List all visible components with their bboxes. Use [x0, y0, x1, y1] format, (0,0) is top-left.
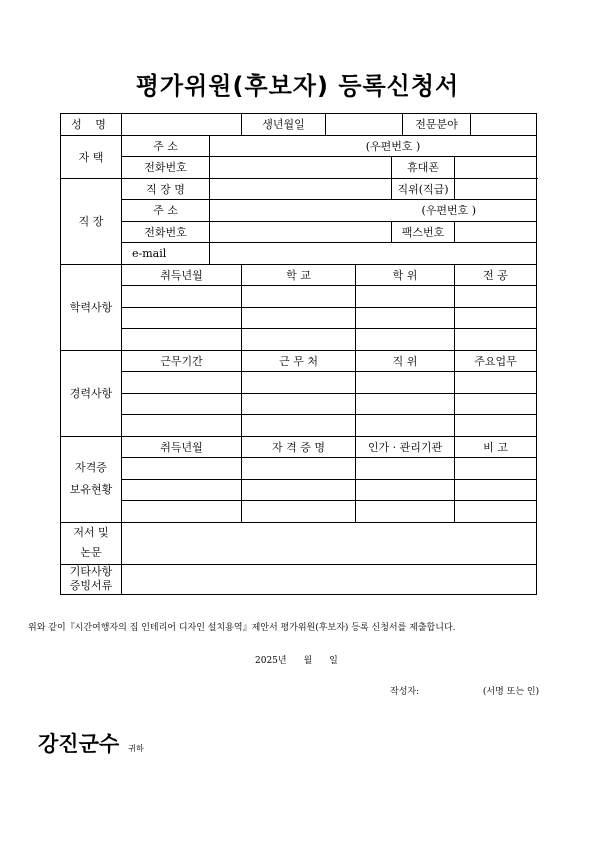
cert-cell[interactable] [455, 501, 537, 523]
career-cell[interactable] [242, 393, 356, 415]
field-label: 전문분야 [403, 114, 471, 136]
submission-statement: 위와 같이『시간여행자의 집 인테리어 디자인 설치용역』제안서 평가위원(후보자) 등록 신청서를 제출합니다. [28, 623, 456, 633]
career-header-duties: 주요업무 [455, 350, 537, 372]
date-year: 2025년 [255, 656, 287, 666]
home-address-row [61, 135, 537, 157]
cert-header-row [61, 436, 537, 458]
date-day: 일 [329, 656, 338, 666]
cert-cell[interactable] [455, 479, 537, 501]
education-label: 학력사항 [61, 264, 122, 350]
career-label: 경력사항 [61, 350, 122, 436]
email-label: e-mail [122, 243, 210, 265]
publications-label [61, 522, 122, 564]
mobile-label: 휴대폰 [392, 157, 455, 179]
other-label-line2: 증빙서류 [69, 579, 113, 592]
name-label: 성 명 [61, 114, 122, 136]
name-field[interactable] [122, 114, 242, 136]
edu-cell[interactable] [356, 307, 455, 329]
edu-cell[interactable] [242, 307, 356, 329]
edu-cell[interactable] [356, 329, 455, 351]
career-cell[interactable] [455, 372, 537, 394]
edu-cell[interactable] [455, 329, 537, 351]
home-label: 자 택 [61, 135, 122, 178]
table-row [61, 286, 537, 308]
cert-header-agency: 인가 · 관리기관 [356, 436, 455, 458]
home-phone-label: 전화번호 [122, 157, 210, 179]
form-title: 평가위원(후보자) 등록신청서 [135, 72, 460, 100]
table-row [61, 479, 537, 501]
edu-header-date: 취득년월 [122, 264, 242, 286]
career-cell[interactable] [356, 372, 455, 394]
registration-form-table [60, 113, 537, 595]
cert-cell[interactable] [455, 458, 537, 480]
career-cell[interactable] [356, 415, 455, 437]
work-phone-field[interactable] [210, 221, 392, 243]
publications-label-line2: 논문 [80, 546, 102, 559]
career-cell[interactable] [242, 415, 356, 437]
author-label: 작성자: [390, 687, 420, 697]
edu-header-major: 전 공 [455, 264, 537, 286]
cert-cell[interactable] [242, 458, 356, 480]
edu-header-school: 학 교 [242, 264, 356, 286]
edu-header-degree: 학 위 [356, 264, 455, 286]
cert-cell[interactable] [122, 501, 242, 523]
work-postal-code: (우편번호 ) [421, 204, 477, 218]
career-cell[interactable] [455, 393, 537, 415]
cert-cell[interactable] [242, 479, 356, 501]
cert-cell[interactable] [122, 458, 242, 480]
table-row [61, 393, 537, 415]
cert-header-remarks: 비 고 [455, 436, 537, 458]
date-month: 월 [303, 656, 313, 666]
other-row [61, 564, 537, 594]
mobile-field[interactable] [455, 157, 537, 179]
publications-row [61, 522, 537, 564]
cert-label [61, 436, 122, 522]
career-header-row [61, 350, 537, 372]
cert-header-name: 자 격 증 명 [242, 436, 356, 458]
home-postal-code: (우편번호 ) [365, 139, 421, 153]
cert-cell[interactable] [356, 479, 455, 501]
position-label: 직위(직급) [392, 178, 455, 200]
cert-label-line2: 보유현황 [69, 483, 113, 496]
education-header-row [61, 264, 537, 286]
edu-cell[interactable] [242, 329, 356, 351]
cert-cell[interactable] [242, 501, 356, 523]
career-header-workplace: 근 무 처 [242, 350, 356, 372]
work-address-field[interactable] [210, 200, 537, 222]
edu-cell[interactable] [356, 286, 455, 308]
edu-cell[interactable] [122, 286, 242, 308]
position-field[interactable] [455, 178, 537, 200]
home-phone-field[interactable] [210, 157, 392, 179]
table-row [61, 458, 537, 480]
field-field[interactable] [471, 114, 537, 136]
career-cell[interactable] [356, 393, 455, 415]
work-phone-row [61, 221, 537, 243]
work-phone-label: 전화번호 [122, 221, 210, 243]
other-field[interactable] [122, 564, 537, 594]
career-cell[interactable] [455, 415, 537, 437]
addressee [38, 728, 144, 758]
career-header-period: 근무기간 [122, 350, 242, 372]
addressee-name: 강진군수 [38, 732, 120, 756]
submission-date [255, 653, 352, 666]
name-row [61, 114, 537, 136]
work-address-row [61, 200, 537, 222]
work-label: 직 장 [61, 178, 122, 264]
fax-label: 팩스번호 [392, 221, 455, 243]
edu-cell[interactable] [122, 307, 242, 329]
home-phone-row [61, 157, 537, 179]
cert-header-date: 취득년월 [122, 436, 242, 458]
work-email-row [61, 243, 537, 265]
birth-field[interactable] [326, 114, 403, 136]
publications-field[interactable] [122, 522, 537, 564]
birth-label: 생년월일 [242, 114, 326, 136]
cert-cell[interactable] [122, 479, 242, 501]
career-cell[interactable] [242, 372, 356, 394]
fax-field[interactable] [455, 221, 537, 243]
work-company-row [61, 178, 537, 200]
addressee-honorific: 귀하 [128, 744, 144, 753]
table-row [61, 501, 537, 523]
cert-cell[interactable] [356, 501, 455, 523]
publications-label-line1: 저서 및 [73, 526, 109, 539]
career-cell[interactable] [122, 372, 242, 394]
work-address-label: 주 소 [122, 200, 210, 222]
home-address-label: 주 소 [122, 135, 210, 157]
edu-cell[interactable] [455, 286, 537, 308]
edu-cell[interactable] [242, 286, 356, 308]
edu-cell[interactable] [122, 329, 242, 351]
company-field[interactable] [210, 178, 392, 200]
other-label-line1: 기타사항 [69, 565, 113, 578]
career-header-position: 직 위 [356, 350, 455, 372]
signature-line [390, 684, 539, 697]
cert-cell[interactable] [356, 458, 455, 480]
other-label [61, 564, 122, 594]
career-cell[interactable] [122, 393, 242, 415]
signature-note: (서명 또는 인) [482, 687, 540, 697]
table-row [61, 307, 537, 329]
table-row [61, 329, 537, 351]
company-label: 직 장 명 [122, 178, 210, 200]
email-field[interactable] [210, 243, 537, 265]
home-address-field[interactable] [210, 135, 537, 157]
table-row [61, 415, 537, 437]
cert-label-line1: 자격증 [75, 461, 107, 474]
table-row [61, 372, 537, 394]
edu-cell[interactable] [455, 307, 537, 329]
career-cell[interactable] [122, 415, 242, 437]
